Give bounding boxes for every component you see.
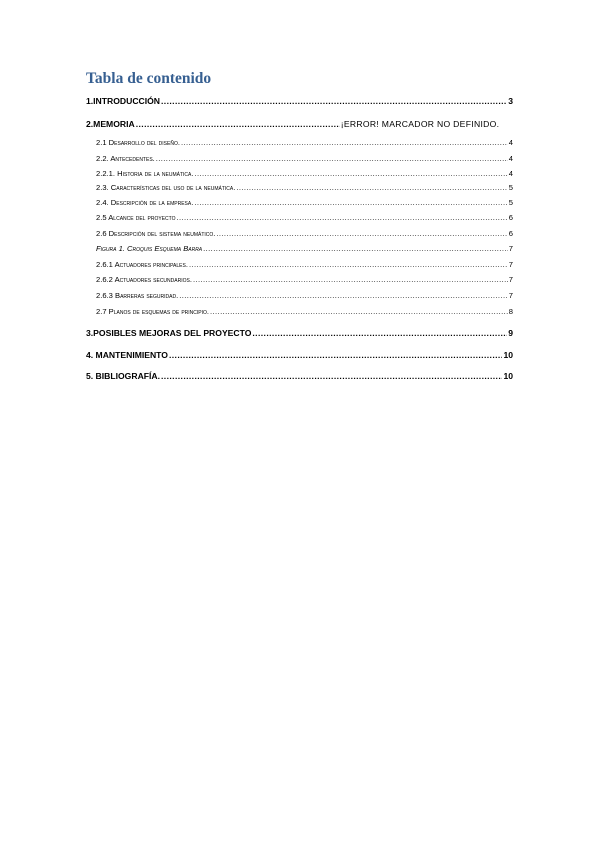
toc-entry-page-error: ¡ERROR! MARCADOR NO DEFINIDO.: [340, 119, 500, 129]
dot-leader: [189, 260, 508, 269]
dot-leader: [179, 291, 508, 300]
toc-entry-label: 4. MANTENIMIENTO: [86, 350, 168, 360]
toc-entry-label: 2.2.1. Historia de la neumática.: [96, 169, 194, 178]
toc-entry-page: 4: [508, 169, 513, 178]
dot-leader: [216, 229, 507, 238]
toc-entry-label: 2.6 Descripción del sistema neumático.: [96, 229, 216, 238]
toc-entry-bibliografia[interactable]: [86, 371, 513, 381]
toc-title: Tabla de contenido: [86, 70, 212, 87]
toc-entry-sistema-neumatico[interactable]: [96, 229, 513, 238]
dot-leader: [236, 183, 507, 192]
toc-entry-page: 10: [503, 371, 513, 381]
toc-entry-actuadores-secundarios[interactable]: [96, 275, 513, 284]
toc-entry-antecedentes[interactable]: [96, 154, 513, 163]
toc-entry-label: 1.INTRODUCCIÓN: [86, 96, 161, 106]
toc-entry-desarrollo-diseno[interactable]: [96, 138, 513, 147]
toc-entry-label: 2.6.1 Actuadores principales.: [96, 260, 188, 269]
dot-leader: [194, 198, 507, 207]
dot-leader: [194, 169, 507, 178]
dot-leader: [156, 154, 508, 163]
toc-entry-mantenimiento[interactable]: [86, 350, 513, 360]
toc-entry-page: 10: [503, 350, 513, 360]
toc-entry-memoria[interactable]: [86, 119, 513, 129]
toc-entry-page: 3: [508, 96, 513, 106]
dot-leader: [177, 213, 508, 222]
toc-entry-label: 2.5 Alcance del proyecto: [96, 213, 176, 222]
toc-entry-descripcion-empresa[interactable]: [96, 198, 513, 207]
toc-entry-actuadores-principales[interactable]: [96, 260, 513, 269]
toc-entry-introduccion[interactable]: [86, 96, 513, 106]
dot-leader: [203, 244, 508, 253]
dot-leader: [161, 96, 507, 106]
toc-entry-label: 2.3. Características del uso de la neumática.: [96, 183, 236, 192]
dot-leader: [169, 350, 502, 360]
toc-entry-label: 2.1 Desarrollo del diseño.: [96, 138, 180, 147]
toc-entry-label: 2.6.3 Barreras seguridad.: [96, 291, 179, 300]
toc-entry-label: 2.MEMORIA: [86, 119, 135, 129]
toc-entry-historia-neumatica[interactable]: [96, 169, 513, 178]
toc-entry-page: 6: [508, 229, 513, 238]
toc-entry-label: 2.6.2 Actuadores secundarios.: [96, 275, 192, 284]
toc-entry-page: 8: [508, 307, 513, 316]
toc-entry-page: 5: [508, 198, 513, 207]
dot-leader: [193, 275, 508, 284]
toc-entry-barreras-seguridad[interactable]: [96, 291, 513, 300]
dot-leader: [136, 119, 340, 129]
dot-leader: [161, 371, 502, 381]
toc-entry-page: 7: [508, 275, 513, 284]
toc-entry-label: 5. BIBLIOGRAFÍA.: [86, 371, 161, 381]
toc-entry-page: 4: [508, 138, 513, 147]
toc-entry-page: 7: [508, 244, 513, 253]
toc-entry-label: 2.4. Descripción de la empresa.: [96, 198, 194, 207]
toc-entry-figura-1[interactable]: [96, 244, 513, 253]
dot-leader: [181, 138, 508, 147]
toc-entry-page: 7: [508, 291, 513, 300]
dot-leader: [252, 328, 507, 338]
toc-entry-page: 4: [508, 154, 513, 163]
toc-entry-page: 6: [508, 213, 513, 222]
dot-leader: [210, 307, 508, 316]
toc-entry-label: 3.POSIBLES MEJORAS DEL PROYECTO: [86, 328, 252, 338]
toc-entry-label: Figura 1. Croquis Esquema Barra: [96, 244, 203, 253]
toc-entry-label: 2.7 Planos de esquemas de principio.: [96, 307, 210, 316]
toc-entry-alcance-proyecto[interactable]: [96, 213, 513, 222]
toc-entry-page: 9: [508, 328, 513, 338]
toc-entry-posibles-mejoras[interactable]: [86, 328, 513, 338]
toc-entry-label: 2.2. Antecedentes.: [96, 154, 155, 163]
toc-entry-page: 7: [508, 260, 513, 269]
toc-entry-caracteristicas-neumatica[interactable]: [96, 183, 513, 192]
toc-entry-planos-esquemas[interactable]: [96, 307, 513, 316]
toc-entry-page: 5: [508, 183, 513, 192]
